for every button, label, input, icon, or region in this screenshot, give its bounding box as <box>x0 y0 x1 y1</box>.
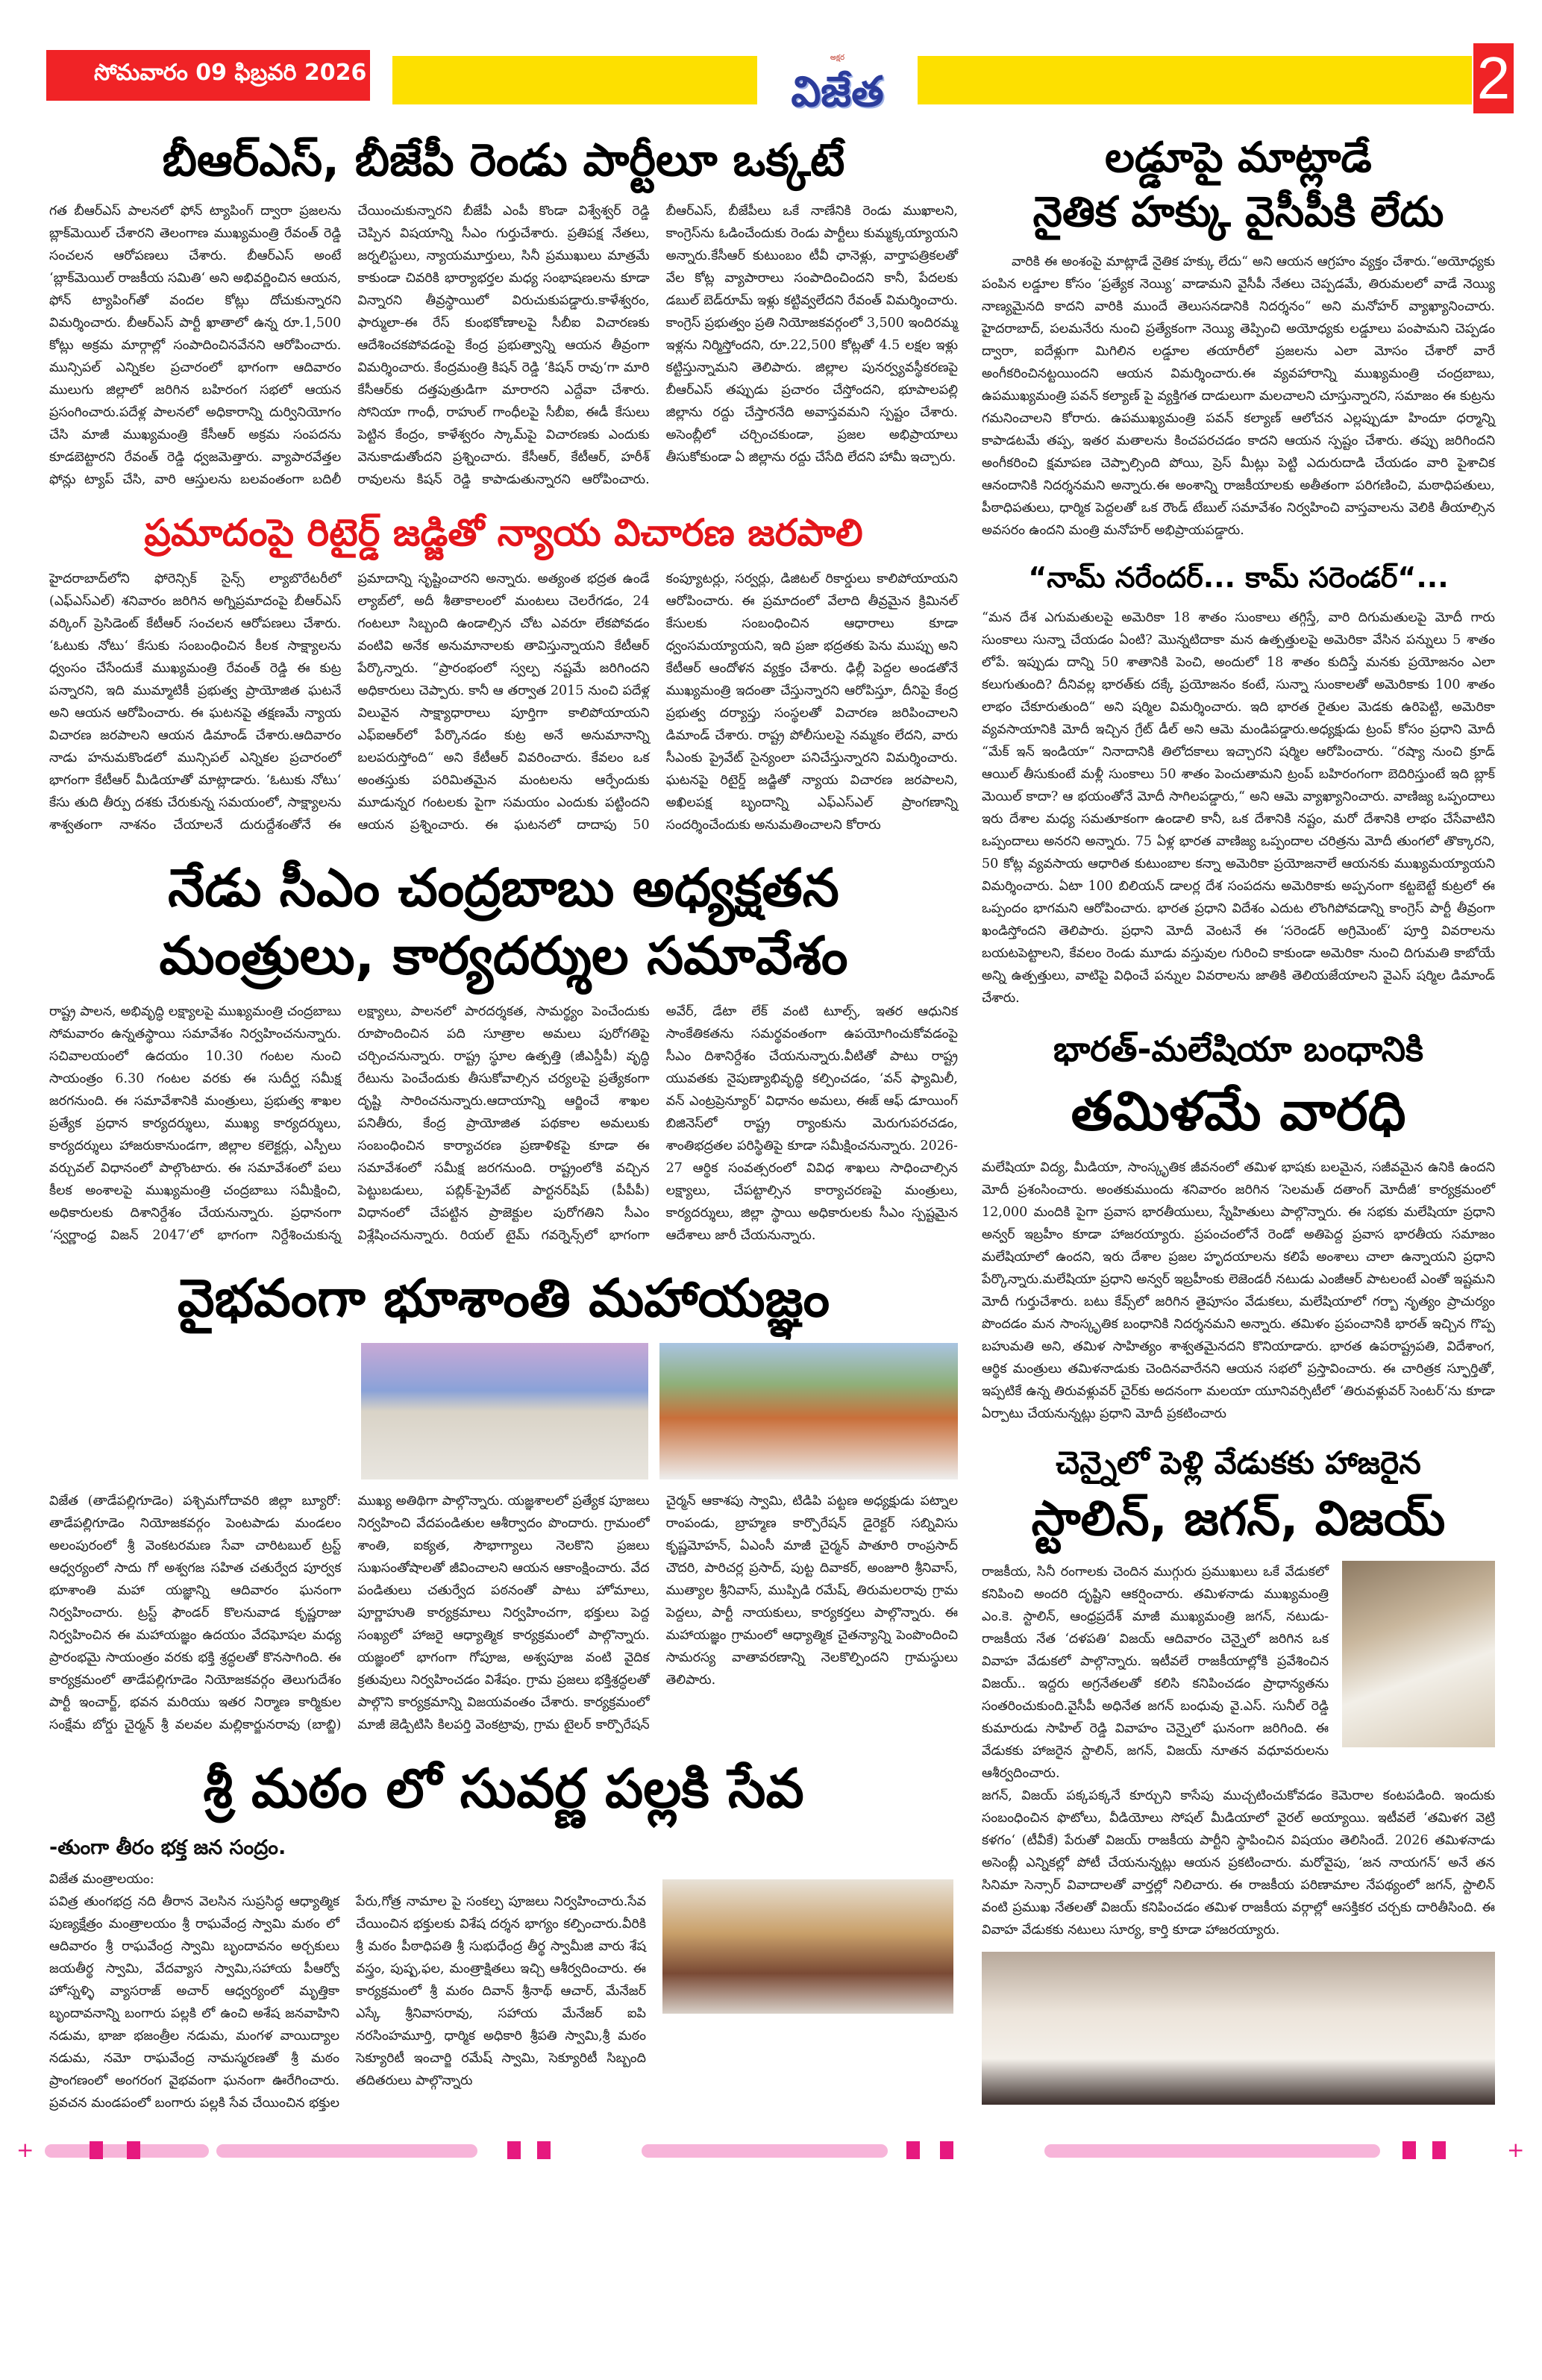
footer-square <box>1402 2141 1416 2159</box>
headline-wedding-line1: చెన్నైలో పెళ్లి వేడుకకు హాజరైన <box>1056 1444 1421 1482</box>
article-srimatham-body: పవిత్ర తుంగభద్ర నది తీరాన వెలసిన సుప్రసిద్ధ ఆధ్యాత్మిక పుణ్యక్షేత్రం మంత్రాలయం శ్రీ రాఘవేంద్ర స్వామి మఠం లో ఆదివారం శ్రీ రాఘవేంద్ర స్వామి బృందావనం అర్చకులు జయతీర్థ స్వామి, వేదవ్యాస స్వామి,సహాయ పీఆర్వో హోస్నళ్ళి వ్యాసరాజ్ అచార్ ఆధ్వర్యంలో మృత్తికా బృందావనాన్ని బంగారు పల్లకి లో ఉంచి అశేష జనవాహిని నడుమ, భాజా భజంత్రీల నడుమ, మంగళ వాయిద్యాల నడుమ, నమో రాఘవేంద్ర నామస్మరణతో శ్రీ మఠం ప్రాంగణంలో అంగరంగ వైభవంగా ఘనంగా ఊరేగించారు. ప్రవచన మండపంలో బంగారు పల్లకి సేవ చేయించిన భక్తుల పేరు,గోత్ర నామాల పై సంకల్ప పూజలు నిర్వహించారు.సేవ చేయించిన భక్తులకు విశేష దర్శన భాగ్యం కల్పించారు.వీరికి శ్రీ మఠం పీఠాధిపతి శ్రీ సుభుధేంద్ర తీర్థ స్వామీజి వారు శేష వస్త్రం, పుష్ప,ఫల, మంత్రాక్షితలు ఇచ్చి ఆశీర్వదించారు. ఈ కార్యక్రమంలో శ్రీ మఠం దివాన్ శ్రీనాథ్ ఆచార్, మేనేజర్ ఎస్కే శ్రీనివాసరావు, సహాయ మేనేజర్ ఐపి నరసింహమూర్తి, ధార్మిక అధికారి శ్రీపతి స్వామి,శ్రీ మఠం సెక్యూరిటీ ఇంచార్జి రమేష్ స్వామి, సెక్యూరిటీ సిబ్బంది తదితరులు పాల్గొన్నారు <box>49 1894 646 2111</box>
footer-square <box>127 2141 140 2159</box>
headline-laddu-line2: నైతిక హక్కు వైసీపీకి లేదు <box>1032 187 1444 237</box>
headline-fsl-fire: ప్రమాదంపై రిటైర్డ్ జడ్జితో న్యాయ విచారణ జరపాలి <box>144 511 863 554</box>
article-bhushanti-body: విజేత (తాడేపల్లిగూడెం) పశ్చిమగోదావరి జిల్లా బ్యూరో: తాడేపల్లిగూడెం నియోజకవర్గం పెంటపాడు మండలం అలంపురంలో శ్రీ వెంకటరమణ సేవా చారిటబుల్ ట్రస్ట్ ఆధ్వర్యంలో సాదు గో అశ్వగజ సహిత చతుర్వేద పూర్వక భూశాంతి మహా యజ్ఞాన్ని ఆదివారం ఘనంగా నిర్వహించారు. ట్రస్ట్ ఫౌండర్ కొలనువాడ కృష్ణరాజు నిర్వహించిన ఈ మహాయజ్ఞం ఉదయం వేదఘోషల మధ్య ప్రారంభమై సాయంత్రం వరకు భక్తి శ్రద్ధలతో కొనసాగింది. ఈ కార్యక్రమంలో తాడేపల్లిగూడెం నియోజకవర్గం తెలుగుదేశం పార్టీ ఇంచార్జ్, భవన మరియు ఇతర నిర్మాణ కార్మికుల సంక్షేమ బోర్డు చైర్మన్ శ్రీ వలవల మల్లికార్జునరావు (బాబ్జి) ముఖ్య అతిథిగా పాల్గొన్నారు. యజ్ఞశాలలో ప్రత్యేక పూజలు నిర్వహించి వేదపండితుల ఆశీర్వాదం పొందారు. గ్రామంలో శాంతి, ఐక్యత, సౌభాగ్యాలు నెలకొని ప్రజలు సుఖసంతోషాలతో జీవించాలని ఆయన ఆకాంక్షించారు. వేద పండితులు చతుర్వేద పఠనంతో పాటు హోమాలు, పూర్ణాహుతి కార్యక్రమాలు నిర్వహించగా, భక్తులు పెద్ద సంఖ్యలో హాజరై ఆధ్యాత్మిక కార్యక్రమంలో పాల్గొన్నారు. యజ్ఞంలో భాగంగా గోపూజ, అశ్వపూజ వంటి వైదిక క్రతువులు నిర్వహించడం విశేషం. గ్రామ ప్రజలు భక్తిశ్రద్ధలతో పాల్గొని కార్యక్రమాన్ని విజయవంతం చేశారు. కార్యక్రమంలో మాజీ జెడ్పిటిసి కిలపర్తి వెంకట్రావు, గ్రామ టైలర్ కార్పొరేషన్ చైర్మన్ ఆకాశపు స్వామి, టిడిపి పట్టణ అధ్యక్షుడు పట్నాల రాంపండు, బ్రాహ్మణ కార్పొరేషన్ డైరెక్టర్ సబ్నివిసు కృష్ణమోహన్, ఏఎంసీ మాజీ చైర్మన్ పాతూరి రాంప్రసాద్ చౌదరి, పారిచర్ల ప్రసాద్, పుట్ట దివాకర్, అంజూరి శ్రీనివాస్, ముత్యాల శ్రీనివాస్, ముప్పిడి రమేష్, తిరుమలరావు గ్రామ పెద్దలు, పార్టీ నాయకులు, కార్యకర్తలు పాల్గొన్నారు. ఈ మహాయజ్ఞం గ్రామంలో ఆధ్యాత్మిక చైతన్యాన్ని పెంపొందించి సామరస్య వాతావరణాన్ని నెలకొల్పిందని గ్రామస్థులు తెలిపారు. <box>49 1494 958 1732</box>
photo-stalin-jagan-handshake <box>1342 1561 1495 1747</box>
footer-decoration <box>0 2135 1542 2165</box>
footer-square <box>906 2141 920 2159</box>
article-brs-bjp-body: గత బీఆర్ఎస్ పాలనలో ఫోన్ ట్యాపింగ్ ద్వారా ప్రజలను బ్లాక్‌మెయిల్ చేశారని తెలంగాణ ముఖ్యమంత్రి రేవంత్ రెడ్డి సంచలన ఆరోపణలు చేశారు. బీఆర్ఎస్ అంటే ‘బ్లాక్‌మెయిల్ రాజకీయ సమితి‘ అని అభివర్ణించిన ఆయన, ఫోన్ ట్యాపింగ్‌తో వందల కోట్లు దోచుకున్నారని విమర్శించారు. బీఆర్ఎస్ పార్టీ ఖాతాలో ఉన్న రూ.1,500 కోట్లు అక్రమ మార్గాల్లో సంపాదించినవేనని ఆరోపించారు. మున్సిపల్ ఎన్నికల ప్రచారంలో భాగంగా ఆదివారం ములుగు జిల్లాలో జరిగిన బహిరంగ సభలో ఆయన ప్రసంగించారు.పదేళ్ల పాలనలో అధికారాన్ని దుర్వినియోగం చేసి మాజీ ముఖ్యమంత్రి కేసీఆర్ అక్రమ సంపదను కూడబెట్టారని రేవంత్ రెడ్డి ధ్వజమెత్తారు. వ్యాపారవేత్తల ఫోన్లు ట్యాప్ చేసి, వారి ఆస్తులను బలవంతంగా బదిలీ చేయించుకున్నారని బీజేపీ ఎంపీ కొండా విశ్వేశ్వర్ రెడ్డి చెప్పిన విషయాన్ని సీఎం గుర్తుచేశారు. ప్రతిపక్ష నేతలు, జర్నలిస్టులు, న్యాయమూర్తులు, సినీ ప్రముఖులు మాత్రమే కాకుండా చివరికి భార్యాభర్తల మధ్య సంభాషణలను కూడా విన్నారని తీవ్రస్థాయిలో విరుచుకుపడ్డారు.కాళేశ్వరం, ఫార్ములా-ఈ రేస్ కుంభకోణాలపై సీబీఐ విచారణకు ఆదేశించకపోవడంపై కేంద్ర ప్రభుత్వాన్ని ఆయన తీవ్రంగా విమర్శించారు. కేంద్రమంత్రి కిషన్ రెడ్డి ‘కిషన్ రావు‘గా మారి కేసీఆర్‌కు దత్తపుత్రుడిగా మారారని ఎద్దేవా చేశారు. సోనియా గాంధీ, రాహుల్ గాంధీలపై సీబీఐ, ఈడీ కేసులు పెట్టిన కేంద్రం, కాళేశ్వరం స్కామ్‌పై విచారణకు ఎందుకు వెనుకాడుతోందని ప్రశ్నించారు. కేసీఆర్, కేటీఆర్, హరీశ్ రావులను కిషన్ రెడ్డి కాపాడుతున్నారని ఆరోపించారు. బీఆర్ఎస్, బీజేపీలు ఒకే నాణేనికి రెండు ముఖాలని, కాంగ్రెస్‌ను ఓడించేందుకు రెండు పార్టీలు కుమ్మక్కయ్యాయని అన్నారు.కేసీఆర్ కుటుంబం టీవీ ఛానెళ్లు, వార్తాపత్రికలతో వేల కోట్ల వ్యాపారాలు సంపాదించిందని కానీ, పేదలకు డబుల్ బెడ్‌రూమ్ ఇళ్లు కట్టివ్వలేదని రేవంత్ విమర్శించారు. కాంగ్రెస్ ప్రభుత్వం ప్రతి నియోజకవర్గంలో 3,500 ఇందిరమ్మ ఇళ్లను నిర్మిస్తోందని, రూ.22,500 కోట్లతో 4.5 లక్షల ఇళ్లు కట్టిస్తున్నామని తెలిపారు. జిల్లాల పునర్వ్యవస్థీకరణపై బీఆర్ఎస్ తప్పుడు ప్రచారం చేస్తోందని, భూపాలపల్లి జిల్లాను రద్దు చేస్తారనేది అవాస్తవమని స్పష్టం చేశారు. అసెంబ్లీలో చర్చించకుండా, ప్రజల అభిప్రాయాలు తీసుకోకుండా ఏ జిల్లాను రద్దు చేసేది లేదని హామీ ఇచ్చారు. <box>49 204 958 487</box>
srimatham-subhead: -తుంగా తీరం భక్త జన సంద్రం. <box>49 1835 286 1859</box>
article-laddu-body: వారికి ఈ అంశంపై మాట్లాడే నైతిక హక్కు లేదు“ అని ఆయన ఆగ్రహం వ్యక్తం చేశారు.“అయోధ్యకు పంపిన లడ్డూల కోసం ‘ప్రత్యేక నెయ్యి‘ వాడామని వైసీపీ నేతలు చెప్పడమే, తిరుమలలో వాడే నెయ్యి నాణ్యమైనది కాదని వారికి ముందే తెలుసనడానికి నిదర్శనం“ అని మనోహర్ వ్యాఖ్యానించారు. హైదరాబాద్, పలమనేరు నుంచి ప్రత్యేకంగా నెయ్యి తెప్పించి అయోధ్యకు లడ్డూలు పంపామని చెప్పడం ద్వారా, ఐదేళ్లుగా మిగిలిన లడ్డూల తయారీలో ప్రజలను ఎలా మోసం చేశారో వారే అంగీకరించినట్టయిందని ఆయన విమర్శించారు.ఈ వ్యవహారాన్ని ముఖ్యమంత్రి చంద్రబాబు, ఉపముఖ్యమంత్రి పవన్ కల్యాణ్ పై వ్యక్తిగత దాడులుగా మలచాలని చూస్తున్నారని, సమాజం ఈ కుట్రను గమనించాలని కోరారు. ఉపముఖ్యమంత్రి పవన్ కల్యాణ్ ఆలోచన ఎల్లప్పుడూ హిందూ ధర్మాన్ని కాపాడటమే తప్ప, ఇతర మతాలను కించపరచడం కాదని ఆయన స్పష్టం చేశారు. తప్పు జరిగిందని అంగీకరించి క్షమాపణ చెప్పాల్సింది పోయి, ప్రెస్ మీట్లు పెట్టి ఎదురుదాడి చేయడం వారి పైశాచిక ఆనందానికి నిదర్శనమని అన్నారు.ఈ అంశాన్ని రాజకీయాలకు అతీతంగా పరిగణించి, మఠాధిపతులు, పీఠాధిపతులు, ధార్మిక పెద్దలతో ఒక రౌండ్ టేబుల్ సమావేశం నిర్వహించి వాస్తవాలను వెలికి తీయాల్సిన అవసరం ఉందని మంత్రి మనోహర్ అభిప్రాయపడ్డారు. <box>982 254 1495 538</box>
headline-malaysia-line1: భారత్-మలేషియా బంధానికి <box>1053 1028 1424 1069</box>
headline-cm-meeting-line1: నేడు సీఎం చంద్రబాబు అధ్యక్షతన <box>168 857 839 918</box>
logo-name: విజేత <box>791 68 884 116</box>
srimatham-dateline: విజేత మంత్రాలయం: <box>49 1871 154 1887</box>
srimatham-content <box>49 1835 958 2114</box>
article-fsl-fire-body: హైదరాబాద్‌లోని ఫోరెన్సిక్ సైన్స్ ల్యాబొరేటరీలో (ఎఫ్ఎస్ఎల్) శనివారం జరిగిన అగ్నిప్రమాదంపై బీఆర్ఎస్ వర్కింగ్ ప్రెసిడెంట్ కేటీఆర్ సంచలన ఆరోపణలు చేశారు. ‘ఓటుకు నోటు‘ కేసుకు సంబంధించిన కీలక సాక్ష్యాలను ధ్వంసం చేసేందుకే ముఖ్యమంత్రి రేవంత్ రెడ్డి ఈ కుట్ర పన్నారని, ఇది ముమ్మాటికీ ప్రభుత్వ ప్రాయోజిత ఘటనే అని ఆయన ఆరోపించారు. ఈ ఘటనపై తక్షణమే న్యాయ విచారణ జరపాలని ఆయన డిమాండ్ చేశారు.ఆదివారం నాడు హనుమకొండలో మున్సిపల్ ఎన్నికల ప్రచారంలో భాగంగా కేటీఆర్ మీడియాతో మాట్లాడారు. ‘ఓటుకు నోటు‘ కేసు తుది తీర్పు దశకు చేరుకున్న సమయంలో, సాక్ష్యాలను శాశ్వతంగా నాశనం చేయాలనే దురుద్దేశంతోనే ఈ ప్రమాదాన్ని సృష్టించారని అన్నారు. అత్యంత భద్రత ఉండే ల్యాబ్‌లో, అదీ శీతాకాలంలో మంటలు చెలరేగడం, 24 గంటలూ సిబ్బంది ఉండాల్సిన చోట ఎవరూ లేకపోవడం వంటివి అనేక అనుమానాలకు తావిస్తున్నాయని కేటీఆర్ పేర్కొన్నారు. “ప్రారంభంలో స్వల్ప నష్టమే జరిగిందని అధికారులు చెప్పారు. కానీ ఆ తర్వాత 2015 నుంచి పదేళ్ల విలువైన సాక్ష్యాధారాలు పూర్తిగా కాలిపోయాయని ఎఫ్ఐఆర్‌లో పేర్కొనడం కుట్ర అనే అనుమానాన్ని బలపరుస్తోంది“ అని కేటీఆర్ వివరించారు. కేవలం ఒక అంతస్తుకు పరిమితమైన మంటలను ఆర్పేందుకు మూడున్నర గంటలకు పైగా సమయం ఎందుకు పట్టిందని ఆయన ప్రశ్నించారు. ఈ ఘటనలో దాదాపు 50 కంప్యూటర్లు, సర్వర్లు, డిజిటల్ రికార్డులు కాలిపోయాయని ఆరోపించారు. ఈ ప్రమాదంలో వేలాది తీవ్రమైన క్రిమినల్ కేసులకు సంబంధించిన ఆధారాలు కూడా ధ్వంసమయ్యాయని, ఇది ప్రజా భద్రతకు పెను ముప్పు అని కేటీఆర్ ఆందోళన వ్యక్తం చేశారు. ఢిల్లీ పెద్దల అండతోనే ముఖ్యమంత్రి ఇదంతా చేస్తున్నారని ఆరోపిస్తూ, దీనిపై కేంద్ర ప్రభుత్వ దర్యాప్తు సంస్థలతో విచారణ జరిపించాలని డిమాండ్ చేశారు. రాష్ట్ర పోలీసులపై నమ్మకం లేదని, వారు సీఎంకు ప్రైవేట్ సైన్యంలా పనిచేస్తున్నారని విమర్శించారు. ఘటనపై రిటైర్డ్ జడ్జితో న్యాయ విచారణ జరపాలని, అఖిలపక్ష బృందాన్ని ఎఫ్ఎస్ఎల్ ప్రాంగణాన్ని సందర్శించేందుకు అనుమతించాలని కోరారు <box>49 571 958 833</box>
crosshair-icon: + <box>16 2137 34 2162</box>
headline-laddu <box>982 131 1495 240</box>
footer-square <box>1432 2141 1446 2159</box>
headline-malaysia-line2: తమిళమే వారధి <box>1071 1079 1406 1142</box>
photo-wedding-group <box>982 1952 1495 2105</box>
headline-wedding-line2: స్టాలిన్, జగన్, విజయ్ <box>1031 1491 1446 1547</box>
article-laddu <box>977 127 1499 542</box>
headline-laddu-line1: లడ్డూపై మాట్లాడే <box>1105 134 1372 182</box>
masthead-band-right <box>916 56 1472 104</box>
article-cm-meeting <box>45 850 962 1247</box>
headline-surrender: “నామ్ నరేందర్... కామ్ సరెండర్“... <box>1028 560 1449 594</box>
article-cm-meeting-body: రాష్ట్ర పాలన, అభివృద్ధి లక్ష్యాలపై ముఖ్యమంత్రి చంద్రబాబు సోమవారం ఉన్నతస్థాయి సమావేశం నిర్వహించనున్నారు. సచివాలయంలో ఉదయం 10.30 గంటల నుంచి సాయంత్రం 6.30 గంటల వరకు ఈ సుదీర్ఘ సమీక్ష జరగనుంది. ఈ సమావేశానికి మంత్రులు, ప్రభుత్వ శాఖల ప్రత్యేక ప్రధాన కార్యదర్శులు, ముఖ్య కార్యదర్శులు, కార్యదర్శులు హాజరుకానుండగా, జిల్లాల కలెక్టర్లు, ఎస్పీలు వర్చువల్ విధానంలో పాల్గొంటారు. ఈ సమావేశంలో పలు కీలక అంశాలపై ముఖ్యమంత్రి చంద్రబాబు సమీక్షించి, అధికారులకు దిశానిర్దేశం చేయనున్నారు. ప్రధానంగా ‘స్వర్ణాంధ్ర విజన్ 2047‘లో భాగంగా నిర్దేశించుకున్న లక్ష్యాలు, పాలనలో పారదర్శకత, సామర్థ్యం పెంచేందుకు రూపొందించిన పది సూత్రాల అమలు పురోగతిపై చర్చించనున్నారు. రాష్ట్ర స్థూల ఉత్పత్తి (జీఎస్డీపీ) వృద్ధి రేటును పెంచేందుకు తీసుకోవాల్సిన చర్యలపై ప్రత్యేకంగా దృష్టి సారించనున్నారు.ఆదాయాన్ని ఆర్జించే శాఖల పనితీరు, కేంద్ర ప్రాయోజిత పథకాల అమలుకు సంబంధించిన కార్యాచరణ ప్రణాళికపై కూడా ఈ సమావేశంలో సమీక్ష జరగనుంది. రాష్ట్రంలోకి వచ్చిన పెట్టుబడులు, పబ్లిక్-ప్రైవేట్ పార్టనర్‌షిప్ (పీపీపీ) విధానంలో చేపట్టిన ప్రాజెక్టుల పురోగతిని సీఎం విశ్లేషించనున్నారు. రియల్ టైమ్ గవర్నెన్స్‌లో భాగంగా అవేర్, డేటా లేక్ వంటి టూల్స్, ఇతర ఆధునిక సాంకేతికతను సమర్థవంతంగా ఉపయోగించుకోవడంపై సీఎం దిశానిర్దేశం చేయనున్నారు.వీటితో పాటు రాష్ట్ర యువతకు నైపుణ్యాభివృద్ధి కల్పించడం, ‘వన్ ఫ్యామిలీ, వన్ ఎంట్రప్రెన్యూర్‘ విధానం అమలు, ఈజ్ ఆఫ్ డూయింగ్ బిజినెస్‌లో రాష్ట్ర ర్యాంకును మెరుగుపరచడం, శాంతిభద్రతల పరిస్థితిపై కూడా సమీక్షించనున్నారు. 2026-27 ఆర్థిక సంవత్సరంలో వివిధ శాఖలు సాధించాల్సిన లక్ష్యాలు, చేపట్టాల్సిన కార్యాచరణపై మంత్రులు, కార్యదర్శులు, జిల్లా స్థాయి అధికారులకు సీఎం స్పష్టమైన ఆదేశాలు జారీ చేయనున్నారు. <box>49 1004 958 1243</box>
headline-cm-meeting-line2: మంత్రులు, కార్యదర్శుల సమావేశం <box>159 925 848 986</box>
crosshair-icon: + <box>1507 2137 1525 2162</box>
headline-cm-meeting <box>49 854 958 990</box>
article-srimatham <box>45 1750 962 2114</box>
headline-brs-bjp: బీఆర్ఎస్, బీజేపీ రెండు పార్టీలూ ఒక్కటే <box>162 134 845 187</box>
issue-date <box>46 50 370 101</box>
page-number: 2 <box>1473 43 1514 113</box>
right-column <box>977 127 1499 2118</box>
article-surrender <box>977 555 1499 1009</box>
footer-square <box>507 2141 521 2159</box>
article-bhushanti <box>45 1260 962 1736</box>
logo-small-text: అక్షర <box>830 54 845 62</box>
headline-bhushanti: వైభవంగా భూశాంతి మహాయజ్ఞం <box>177 1268 830 1329</box>
photo-palanquin-seva <box>662 1879 953 2014</box>
masthead <box>0 0 1542 127</box>
page-layout <box>45 127 1542 2128</box>
footer-bar <box>216 2144 477 2158</box>
article-brs-bjp <box>45 127 962 491</box>
newspaper-logo <box>757 52 918 127</box>
left-column <box>45 127 962 2128</box>
photo-yagnam-lamp-lighting <box>361 1343 648 1479</box>
article-surrender-body: “మన దేశ ఎగుమతులపై అమెరికా 18 శాతం సుంకాలు తగ్గిస్తే, వారి దిగుమతులపై మోదీ గారు సుంకాలు సున్నా చేయడం ఏంటి? మొన్నటిదాకా మన ఉత్పత్తులపై అమెరికా వేసిన పన్నులు 5 శాతం లోపే. ఇప్పుడు దాన్ని 50 శాతానికి పెంచి, అందులో 18 శాతం కుదిస్తే మనకు ప్రయోజనం ఎలా కలుగుతుంది? దీనివల్ల భారత్‌కు దక్కే ప్రయోజనం కంటే, సున్నా సుంకాలతో అమెరికాకు 100 శాతం లాభం చేకూరుతుంది“ అని షర్మిల విమర్శించారు. ఇది భారత రైతుల మెడకు ఉరిపెట్టి, అమెరికా వ్యవసాయానికి మోదీ ఇచ్చిన గ్రేట్ డీల్ అని ఆమె మండిపడ్డారు.అధ్యక్షుడు ట్రంప్ కోసం ప్రధాని మోదీ “మేక్ ఇన్ ఇండియా“ నినాదానికి తిలోదకాలు ఇచ్చారని షర్మిల ఆరోపించారు. “రష్యా నుంచి క్రూడ్ ఆయిల్ తీసుకుంటే మళ్లీ సుంకాలు 50 శాతం పెంచుతామని ట్రంప్ బహిరంగంగా బెదిరిస్తుంటే ఇది బ్లాక్ మెయిల్ కాదా? ఆ భయంతోనే మోదీ సాగిలపడ్డారు,“ అని ఆమె వ్యాఖ్యానించారు. వాణిజ్య ఒప్పందాలు ఇరు దేశాల మధ్య సమతూకంగా ఉండాలి కానీ, ఒక దేశానికి నష్టం, మరో దేశానికి లాభం చేసేవాటిని ఒప్పందాలు అనరని అన్నారు. 75 ఏళ్ల భారత వాణిజ్య ఒప్పందాల చరిత్రను మోదీ తుంగలో తొక్కారని, 50 కోట్ల వ్యవసాయ ఆధారిత కుటుంబాల కన్నా అమెరికా ప్రయోజనాలే ఆయనకు ముఖ్యమయ్యాయని విమర్శించారు. ఏటా 100 బిలియన్ డాలర్ల దేశ సంపదను అమెరికాకు అప్పనంగా కట్టబెట్టే కుట్రలో ఈ ఒప్పందం భాగమని ఆరోపించారు. భారత ప్రధాని విదేశం ఎదుట లొంగిపోవడాన్ని కాంగ్రెస్ పార్టీ తీవ్రంగా ఖండిస్తోందని తెలిపారు. ప్రధాని మోదీ వెంటనే ఈ ‘సరెండర్ అగ్రిమెంట్‘ పూర్తి వివరాలను బయటపెట్టాలని, కేవలం రెండు మూడు వస్తువుల గురించి కాకుండా అమెరికా నుంచి దిగుమతి కాబోయే అన్ని ఉత్పత్తులు, వాటిపై విధించే పన్నుల వివరాలను జాతికి తెలియజేయాలని వైఎస్ షర్మిల డిమాండ్ చేశారు. <box>982 610 1495 1006</box>
article-wedding <box>977 1438 1499 2105</box>
footer-bar <box>642 2144 888 2158</box>
wedding-top-row <box>982 1561 1495 1785</box>
issue-date-text: సోమవారం 09 ఫిబ్రవరి 2026 <box>94 60 367 86</box>
bhushanti-photos <box>49 1343 958 1479</box>
footer-square <box>537 2141 551 2159</box>
footer-square <box>90 2141 103 2159</box>
footer-bar <box>1044 2144 1380 2158</box>
article-wedding-body-top: రాజకీయ, సినీ రంగాలకు చెందిన ముగ్గురు ప్రముఖులు ఒకే వేడుకలో కనిపించి అందరి దృష్టిని ఆకర్షించారు. తమిళనాడు ముఖ్యమంత్రి ఎం.కె. స్టాలిన్, ఆంధ్రప్రదేశ్ మాజీ ముఖ్యమంత్రి జగన్, నటుడు-రాజకీయ నేత ‘దళపతి‘ విజయ్ ఆదివారం చెన్నైలో జరిగిన ఒక వివాహ వేడుకలో పాల్గొన్నారు. ఇటీవలే రాజకీయాల్లోకి ప్రవేశించిన విజయ్.. ఇద్దరు అగ్రనేతలతో కలిసి కనిపించడం ప్రాధాన్యతను సంతరించుకుంది.వైసీపీ అధినేత జగన్ బంధువు వై.ఎస్. సునీల్ రెడ్డి కుమారుడు సాహిల్ రెడ్డి వివాహం చెన్నైలో ఘనంగా జరిగింది. ఈ వేడుకకు హాజరైన స్టాలిన్, జగన్, విజయ్ నూతన వధూవరులను ఆశీర్వదించారు. <box>982 1565 1329 1782</box>
article-malaysia-body: మలేషియా విద్య, మీడియా, సాంస్కృతిక జీవనంలో తమిళ భాషకు బలమైన, సజీవమైన ఉనికి ఉందని మోదీ ప్రశంసించారు. అంతకుముందు శనివారం జరిగిన ‘సెలమత్ దతాంగ్ మోదీజీ‘ కార్యక్రమంలో 12,000 మందికి పైగా ప్రవాస భారతీయులు, స్నేహితులు పాల్గొన్నారు. ఈ సభకు మలేషియా ప్రధాని అన్వర్ ఇబ్రహీం కూడా హాజరయ్యారు. ప్రపంచంలోనే రెండో అతిపెద్ద ప్రవాస భారతీయ సమాజం మలేషియాలో ఉందని, ఇరు దేశాల ప్రజల హృదయాలను కలిపే అంశాలు చాలా ఉన్నాయని ప్రధాని పేర్కొన్నారు.మలేషియా ప్రధాని అన్వర్ ఇబ్రహీంకు లెజెండరీ నటుడు ఎంజీఆర్ పాటలంటే ఎంతో ఇష్టమని మోదీ గుర్తుచేశారు. బటు కేవ్స్‌లో జరిగిన తైపూసం వేడుకలు, మలేషియాలో గర్బా నృత్యం ప్రాచుర్యం పొందడం మన సాంస్కృతిక బంధానికి నిదర్శనమని అన్నారు. తమిళం ప్రపంచానికి భారత్ ఇచ్చిన గొప్ప బహుమతి అని, తమిళ సాహిత్యం శాశ్వతమైనదని కొనియాడారు. భారత ఉపరాష్ట్రపతి, విదేశాంగ, ఆర్థిక మంత్రులు తమిళనాడుకు చెందినవారేనని ఆయన సభలో ప్రస్తావించారు. ఈ చారిత్రక స్ఫూర్తితో, ఇప్పటికే ఉన్న తిరువళ్లువర్ చైర్‌కు అదనంగా మలయా యూనివర్సిటీలో ‘తిరువళ్లువర్ సెంటర్‘ను కూడా ఏర్పాటు చేయనున్నట్లు ప్రధాని మోదీ ప్రకటించారు <box>982 1160 1495 1422</box>
footer-square <box>940 2141 953 2159</box>
masthead-band-left <box>392 56 758 104</box>
srimatham-text <box>49 1835 646 2114</box>
photo-yagnam-deity <box>659 1343 958 1479</box>
article-fsl-fire <box>45 504 962 836</box>
headline-srimatham: శ్రీ మఠం లో సువర్ణ పల్లకి సేవ <box>203 1757 804 1820</box>
article-malaysia <box>977 1023 1499 1425</box>
article-wedding-body-bottom: జగన్, విజయ్ పక్కపక్కనే కూర్చుని కాసేపు ముచ్చటించుకోవడం కెమెరాల కంటపడింది. ఇందుకు సంబంధించిన ఫొటోలు, వీడియోలు సోషల్ మీడియాలో వైరల్ అయ్యాయి. ఇటీవలే ‘తమిళగ వెట్రి కళగం‘ (టీవీకే) పేరుతో విజయ్ రాజకీయ పార్టీని స్థాపించిన విషయం తెలిసిందే. 2026 తమిళనాడు అసెంబ్లీ ఎన్నికల్లో పోటీ చేయనున్నట్లు ఆయన ప్రకటించారు. మరోవైపు, ‘జన నాయగన్‘ అనే తన సినిమా సెన్సార్ వివాదాలతో వార్తల్లో నిలిచారు. ఈ రాజకీయ పరిణామాల నేపథ్యంలో జగన్, స్టాలిన్ వంటి ప్రముఖ నేతలతో విజయ్ కనిపించడం తమిళ రాజకీయ వర్గాల్లో ఆసక్తికర చర్చకు దారితీసింది. ఈ వివాహ వేడుకకు నటులు సూర్య, కార్తి కూడా హాజరయ్యారు. <box>982 1788 1495 1938</box>
